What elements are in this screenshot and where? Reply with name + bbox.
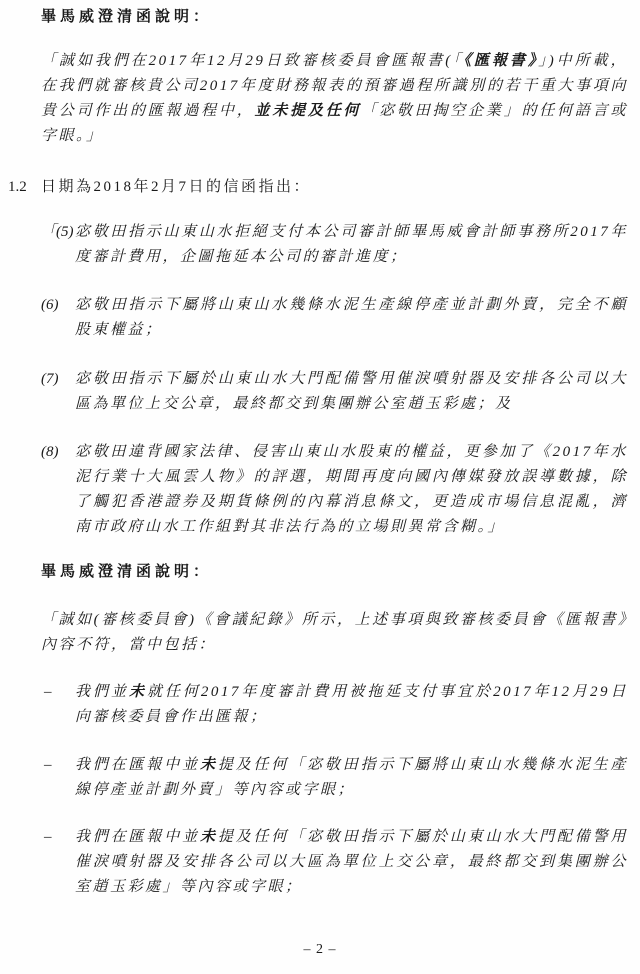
quote-paragraph-minutes: 「誠如(審核委員會)《會議紀錄》所示，上述事項與致審核委員會《匯報書》內容不符，當中包括：	[41, 612, 628, 653]
dash-marker: –	[44, 684, 52, 700]
subitem-label: (7)	[41, 371, 59, 387]
subitem-label: (8)	[41, 444, 59, 460]
subitem-text: 宓敬田指示下屬於山東山水大門配備警用催淚噴射器及安排各公司以大區為單位上交公章，最終都交到集團辦公室趙玉彩處；及	[75, 371, 628, 412]
quote-paragraph-report-letter: 「誠如我們在2017年12月29日致審核委員會匯報書(「《匯報書》」)中所載，在我們就審核貴公司2017年度財務報表的預審過程所識別的若干重大事項向貴公司作出的匯報過程中，並未提及任何「宓敬田掏空企業」的任何語言或字眼。」	[41, 53, 628, 144]
quote-subitem-5	[41, 220, 628, 270]
numbered-item-1-2	[8, 175, 628, 200]
subitem-label: 「(5)	[41, 224, 74, 240]
dash-bullet-production-lines	[41, 753, 628, 803]
subitem-label: (6)	[41, 297, 59, 313]
subitem-text: 宓敬田指示下屬將山東山水幾條水泥生產線停產並計劃外賣，完全不顧股東權益；	[75, 297, 628, 338]
bullet-text: 我們在匯報中並未提及任何「宓敬田指示下屬於山東山水大門配備警用催淚噴射器及安排各公司以大區為單位上交公章，最終都交到集團辦公室趙玉彩處」等內容或字眼；	[75, 829, 628, 895]
subitem-text: 宓敬田指示山東山水拒絕支付本公司審計師畢馬威會計師事務所2017年度審計費用，企圖拖延本公司的審計進度；	[75, 224, 628, 265]
bullet-text: 我們在匯報中並未提及任何「宓敬田指示下屬將山東山水幾條水泥生產線停產並計劃外賣」等內容或字眼；	[75, 757, 628, 798]
item-number: 1.2	[8, 179, 27, 195]
subitem-text: 宓敬田違背國家法律、侵害山東山水股東的權益，更參加了《2017年水泥行業十大風雲人物》的評選，期間再度向國內傳媒發放誤導數據，除了觸犯香港證券及期貨條例的內幕消息條文，更造成市場信息混亂，濟南市政府山水工作組對其非法行為的立場則異常含糊。」	[75, 444, 628, 535]
dash-marker: –	[44, 757, 52, 773]
quote-subitem-7	[41, 367, 628, 417]
page-number: – 2 –	[303, 942, 337, 957]
dash-bullet-audit-fee	[41, 680, 628, 730]
bullet-text: 我們並未就任何2017年度審計費用被拖延支付事宜於2017年12月29日向審核委員會作出匯報；	[75, 684, 628, 725]
item-text: 日期為2018年2月7日的信函指出：	[41, 179, 312, 195]
quote-subitem-8	[41, 440, 628, 540]
dash-bullet-tear-gas	[41, 825, 628, 900]
quote-subitem-6	[41, 293, 628, 343]
dash-marker: –	[44, 829, 52, 845]
section-heading-kpmg-clarification-1: 畢馬威澄清函說明：	[41, 9, 213, 25]
section-heading-kpmg-clarification-2: 畢馬威澄清函說明：	[41, 564, 213, 580]
